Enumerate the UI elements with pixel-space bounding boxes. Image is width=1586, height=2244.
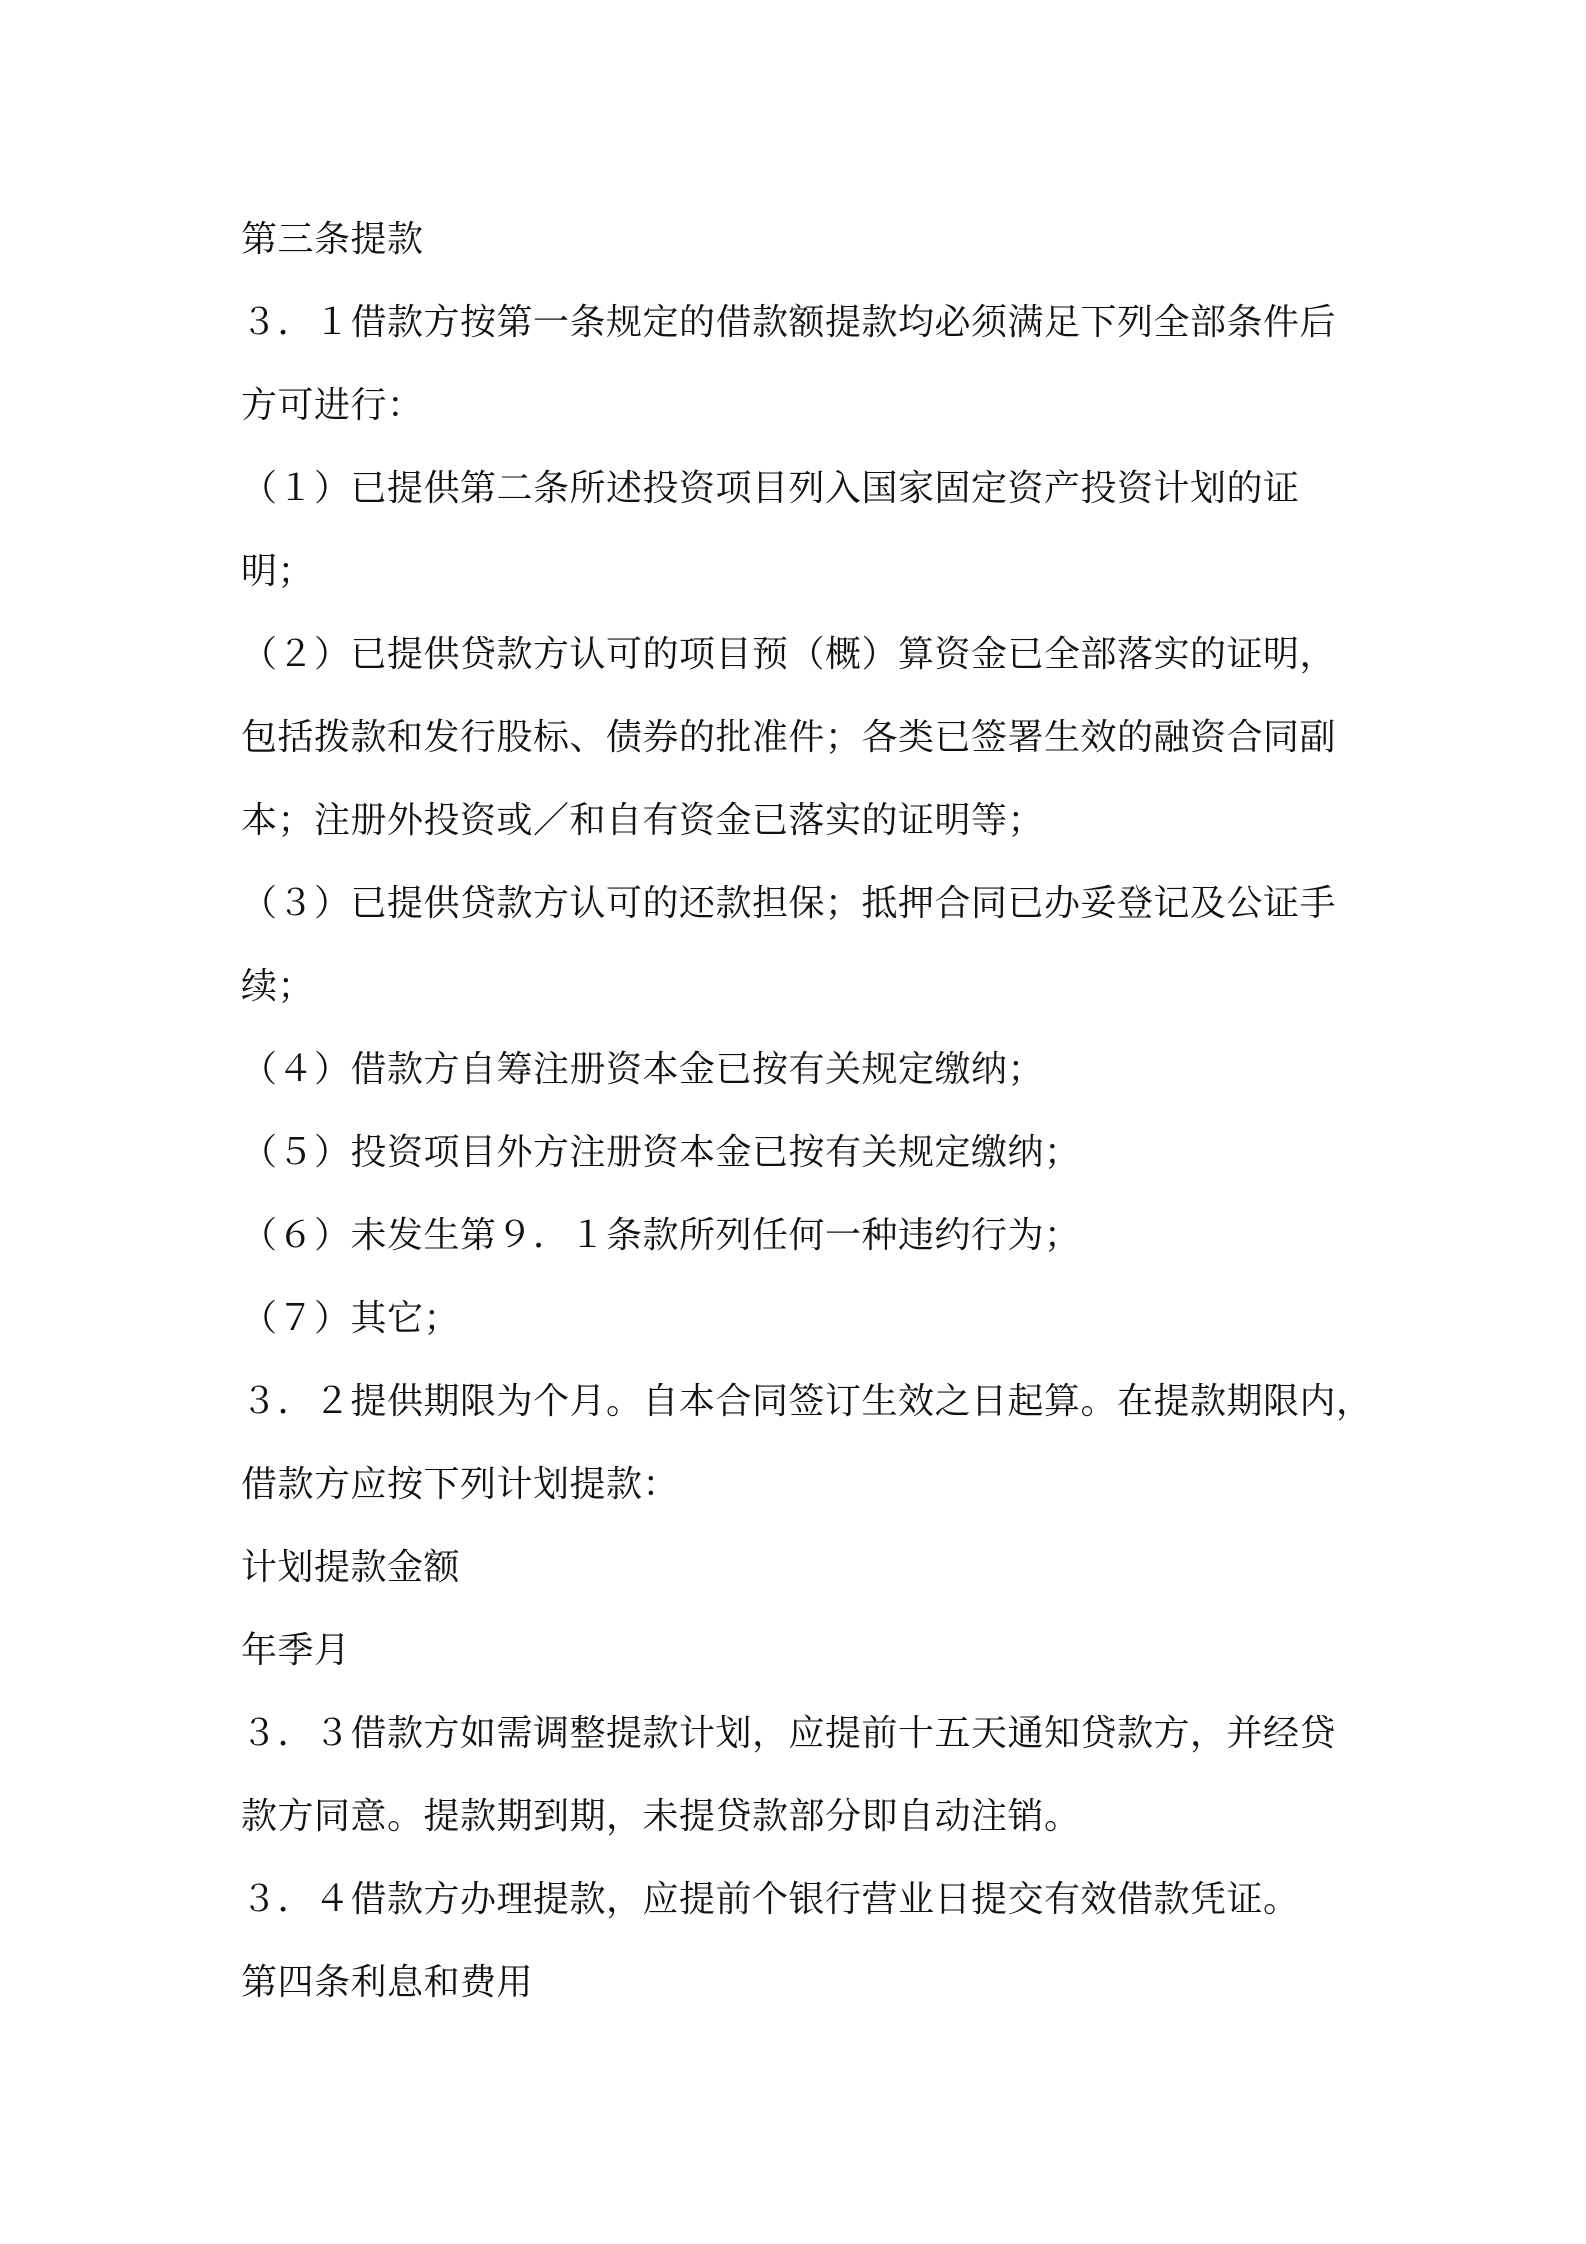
list-item-line: 明； <box>241 551 315 592</box>
list-item-line: （４）借款方自筹注册资本金已按有关规定缴纳； <box>241 1049 1045 1090</box>
list-item-line: （５）投资项目外方注册资本金已按有关规定缴纳； <box>241 1132 1081 1173</box>
list-item-line: 包括拨款和发行股标、债券的批准件；各类已签署生效的融资合同副 <box>241 717 1337 758</box>
list-item-line: （６）未发生第９．１条款所列任何一种违约行为； <box>241 1215 1081 1256</box>
list-item-line: （１）已提供第二条所述投资项目列入国家固定资产投资计划的证 <box>241 468 1300 509</box>
paragraph-line: ３．３借款方如需调整提款计划，应提前十五天通知贷款方，并经贷 <box>241 1713 1337 1754</box>
paragraph-line: ３．１借款方按第一条规定的借款额提款均必须满足下列全部条件后 <box>241 302 1337 343</box>
list-item-line: 本；注册外投资或／和自有资金已落实的证明等； <box>241 800 1045 841</box>
section-heading-article-3: 第三条提款 <box>241 219 424 260</box>
list-item-line: （７）其它； <box>241 1298 461 1339</box>
paragraph-line: 方可进行： <box>241 385 424 426</box>
list-item-line: （３）已提供贷款方认可的还款担保；抵押合同已办妥登记及公证手 <box>241 883 1337 924</box>
paragraph-line: 借款方应按下列计划提款： <box>241 1464 680 1505</box>
document-body <box>241 198 1373 2024</box>
paragraph-line: ３．２提供期限为个月。自本合同签订生效之日起算。在提款期限内， <box>241 1381 1373 1422</box>
section-heading-article-4: 第四条利息和费用 <box>241 1962 534 2003</box>
plan-label-line: 年季月 <box>241 1630 351 1671</box>
paragraph-line: 款方同意。提款期到期，未提贷款部分即自动注销。 <box>241 1796 1081 1837</box>
list-item-line: （２）已提供贷款方认可的项目预（概）算资金已全部落实的证明， <box>241 634 1337 675</box>
list-item-line: 续； <box>241 966 315 1007</box>
plan-label-line: 计划提款金额 <box>241 1547 461 1588</box>
paragraph-line: ３．４借款方办理提款，应提前个银行营业日提交有效借款凭证。 <box>241 1879 1300 1920</box>
